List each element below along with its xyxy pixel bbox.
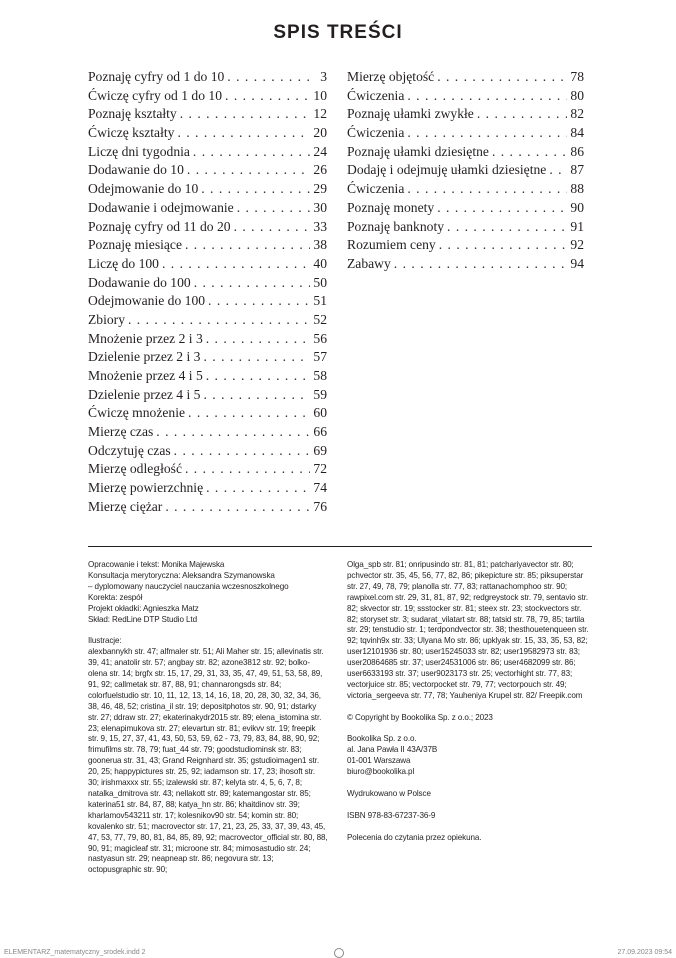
toc-leader-dots	[492, 144, 567, 160]
toc-leader-dots	[185, 461, 310, 477]
toc-leader-dots	[394, 256, 568, 272]
page-title: SPIS TREŚCI	[273, 22, 403, 43]
toc-entry	[347, 69, 584, 88]
toc-entry-title: Liczę dni tygodnia	[88, 143, 190, 159]
footer-filename: ELEMENTARZ_matematyczny_srodek.indd 2	[4, 949, 146, 956]
toc-leader-dots	[407, 125, 567, 141]
illustrations-heading: Ilustracje:	[88, 636, 122, 646]
toc-entry-page: 29	[313, 181, 327, 197]
isbn: ISBN 978-83-67237-36-9	[347, 810, 436, 820]
toc-entry-title: Poznaję cyfry od 11 do 20	[88, 218, 231, 234]
toc-leader-dots	[201, 181, 310, 197]
toc-leader-dots	[437, 200, 567, 216]
toc-leader-dots	[185, 237, 310, 253]
toc-leader-dots	[234, 219, 311, 235]
toc-entry-title: Mierzę objętość	[347, 69, 435, 84]
toc-entry	[88, 88, 327, 107]
toc-entry-title: Odejmowanie do 10	[88, 181, 199, 197]
toc-entry-page: 30	[313, 199, 327, 215]
toc-entry-title: Mierzę powierzchnię	[88, 480, 204, 496]
toc-entry	[88, 331, 327, 350]
toc-entry-title: Zbiory	[88, 311, 125, 327]
toc-entry-title: Poznaję ułamki zwykłe	[347, 106, 474, 122]
toc-leader-dots	[225, 88, 310, 104]
toc-entry-title: Liczę do 100	[88, 255, 159, 271]
registration-mark-icon	[334, 948, 344, 958]
toc-entry-page: 88	[570, 181, 584, 197]
toc-column-right	[347, 69, 584, 275]
publisher-street: al. Jana Pawła II 43A/37B	[347, 745, 438, 755]
toc-leader-dots	[206, 368, 311, 384]
toc-entry-page: 58	[313, 368, 327, 383]
toc-leader-dots	[180, 106, 311, 122]
toc-column-left	[88, 69, 327, 518]
toc-entry	[88, 312, 327, 331]
toc-entry	[88, 405, 327, 424]
publisher-city: 01-001 Warszawa	[347, 756, 411, 766]
toc-entry-title: Dodawanie do 100	[88, 274, 191, 290]
toc-entry-title: Poznaję ułamki dziesiętne	[347, 143, 489, 159]
toc-entry	[88, 424, 327, 443]
toc-entry-page: 59	[313, 386, 327, 402]
toc-leader-dots	[194, 275, 311, 291]
toc-leader-dots	[206, 331, 311, 347]
toc-entry-title: Odczytuję czas	[88, 442, 171, 458]
toc-entry	[88, 275, 327, 294]
toc-entry	[347, 237, 584, 256]
toc-entry-page: 20	[313, 125, 327, 141]
toc-entry	[88, 106, 327, 125]
toc-entry-page: 69	[313, 442, 327, 458]
toc-entry-title: Ćwiczę cyfry od 1 do 10	[88, 87, 223, 103]
toc-entry-page: 40	[313, 255, 327, 271]
print-footer	[0, 945, 676, 958]
credits-consultant: Konsultacja merytoryczna: Aleksandra Szymanowska	[88, 570, 275, 580]
toc-entry-page: 76	[313, 498, 327, 514]
toc-entry-page: 82	[570, 106, 584, 122]
toc-leader-dots	[437, 69, 567, 85]
toc-leader-dots	[203, 349, 310, 365]
toc-leader-dots	[208, 293, 310, 309]
toc-entry-page: 26	[313, 162, 327, 178]
toc-entry	[88, 368, 327, 387]
credits-proofreading: Korekta: zespół	[88, 592, 143, 602]
toc-entry	[88, 461, 327, 480]
toc-entry-page: 91	[570, 218, 584, 234]
toc-entry	[88, 387, 327, 406]
publisher-email: biuro@bookolika.pl	[347, 767, 415, 777]
toc-leader-dots	[156, 424, 310, 440]
credits-consultant-role: – dyplomowany nauczyciel nauczania wczesnoszkolnego	[88, 581, 289, 591]
toc-entry	[88, 125, 327, 144]
toc-entry	[88, 480, 327, 499]
copyright: © Copyright by Bookolika Sp. z o.o.; 2023	[347, 712, 493, 722]
toc-entry-page: 84	[570, 125, 584, 141]
toc-entry-title: Mierzę odległość	[88, 461, 182, 477]
toc-entry	[347, 181, 584, 200]
illustrations-list: alexbannykh str. 47; alfmaler str. 51; Ali Maher str. 15; allevinatis str. 39, 41; anatolir str. 57; angbay str. 82; azone3812 str. 92; bolko-olena str. 14; brgfx str. 15, 17, 29, 31, 33, 35, 47, 49, 51, 53, 58, 89, 91, 92; callmetak str. 87, 88, 91; channarongsds str. 84; colorfuelstudio str. 10, 11, 12, 13, 14, 16, 18, 20, 28, 30, 32, 34, 36, 38, 46, 48, 52; cristina_il str. 19; depositphotos str. 90, 91; dstarky str. 27; ddraw str. 27; ekaterinakydr2015 str. 89; elena_istomina str. 23; elenapimukova str. 27; elevartun str. 81; evikvv str. 19; freepik str. 9, 15, 27, 37, 41, 43, 50, 53, 59, 62 - 73, 79, 83, 84, 88, 90, 92; frimufilms str. 78, 79; fuat_44 str. 79; goodstudiominsk str. 83; goonerua str. 31, 43; Grand Reignhard str. 35; gstudioimagen1 str. 20, 25; happypictures str. 25, 92; iadamson str. 17, 23; ihosoft str. 30; irishmaxxx str. 55; izalewski str. 87; kelyta str. 4, 5, 6, 7, 8; natalka_dmitrova str. 43; nellakott str. 89; katemangostar str. 85; katerina51 str. 84, 87, 88; katya_hn str. 86; khaitdinov str. 39; kharlamov543211 str. 17; kolesnikov90 str. 54; komin str. 80; kovalenko str. 51; macrovector str. 17, 21, 23, 25, 33, 37, 39, 43, 45, 47, 53, 77, 79, 80, 81, 84, 85, 89, 92; macrovector_official str. 80, 88, 90, 91; magicleaf str. 31; microone str. 84; mimosastudio str. 24; nastyasun str. 29; neapneap str. 86; negovura str. 13; octopusgraphic str. 90;	[88, 647, 328, 875]
toc-entry-page: 66	[313, 424, 327, 440]
toc-entry-title: Ćwiczenia	[347, 87, 405, 103]
toc-entry	[88, 219, 327, 238]
toc-entry-title: Poznaję monety	[347, 199, 435, 215]
toc-entry-title: Ćwiczę mnożenie	[88, 405, 186, 421]
toc-leader-dots	[177, 125, 310, 141]
toc-leader-dots	[203, 387, 310, 403]
toc-leader-dots	[477, 106, 568, 122]
toc-leader-dots	[439, 237, 568, 253]
toc-entry	[347, 106, 584, 125]
toc-leader-dots	[227, 69, 312, 85]
toc-entry-page: 12	[313, 106, 327, 122]
toc-entry-title: Zabawy	[347, 255, 391, 271]
credits-column-left	[88, 560, 328, 876]
toc-entry-page: 50	[313, 274, 327, 290]
toc-leader-dots	[407, 181, 567, 197]
toc-entry	[88, 144, 327, 163]
toc-entry-page: 51	[313, 293, 327, 309]
credits-column-right	[347, 560, 592, 843]
toc-entry	[88, 200, 327, 219]
illustrations-list-continued: Olga_spb str. 81; onripusindo str. 81, 81; patchariyavector str. 80; pchvector str. 35, 45, 56, 77, 82, 86; pikepicture str. 85; piksuperstar str. 27, 49, 78, 79; planolla str. 77, 83; rattanachomphoo str. 90; rawpixel.com str. 29, 31, 81, 87, 92; redgreystock str. 79, sentavio str. 82; skvector str. 19; ssstocker str. 81; steex str. 23; stockvectors str. 82; storyset str. 3; sudarat_vilatart str. 88; tatsid str. 78, 79, 85; tartila str. 29; tenstudio str. 1; terdpondvector str. 38; thesthouetenqueen str. 92; tqvinh9x str. 33; Ulyana Mo str. 86; upklyak str. 15, 33, 35, 53, 82; user12101936 str. 80; user15245033 str. 82; user19582973 str. 83; user20864685 str. 37; user24531006 str. 86; user4682099 str. 86; user6633193 str. 37; user9023173 str. 25; vectorhight str. 77, 83; vectorjuice str. 85; vectorpocket str. 79, 77; vectorpouch str. 49; victoria_sergeeva str. 77, 78; Yauheniya Krupel str. 82/ Freepik.com	[347, 560, 589, 700]
toc-entry-title: Rozumiem ceny	[347, 237, 436, 253]
toc-leader-dots	[165, 499, 310, 515]
toc-entry-title: Dzielenie przez 4 i 5	[88, 386, 201, 402]
toc-entry	[88, 499, 327, 518]
toc-leader-dots	[206, 480, 310, 496]
toc-entry-page: 60	[313, 405, 327, 421]
toc-entry	[347, 256, 584, 275]
toc-leader-dots	[174, 443, 311, 459]
toc-leader-dots	[187, 162, 311, 178]
toc-entry	[88, 237, 327, 256]
toc-entry-page: 92	[570, 237, 584, 253]
toc-leader-dots	[193, 144, 310, 160]
toc-leader-dots	[162, 256, 310, 272]
toc-entry-title: Ćwiczę kształty	[88, 125, 175, 141]
toc-entry-title: Dodawanie i odejmowanie	[88, 199, 234, 215]
toc-entry	[347, 162, 584, 181]
credits-author: Opracowanie i tekst: Monika Majewska	[88, 560, 225, 569]
divider	[88, 546, 592, 547]
toc-entry-title: Mierzę ciężar	[88, 498, 163, 514]
toc-leader-dots	[237, 200, 311, 216]
toc-entry-title: Dzielenie przez 2 i 3	[88, 349, 201, 365]
toc-entry	[347, 88, 584, 107]
toc-entry-title: Poznaję miesiące	[88, 237, 182, 253]
toc-entry-title: Ćwiczenia	[347, 181, 405, 197]
toc-entry-title: Mnożenie przez 2 i 3	[88, 330, 203, 346]
toc-entry-title: Poznaję cyfry od 1 do 10	[88, 69, 225, 84]
toc-entry-title: Mnożenie przez 4 i 5	[88, 368, 203, 383]
toc-entry	[88, 349, 327, 368]
toc-leader-dots	[128, 312, 310, 328]
toc-entry	[88, 181, 327, 200]
toc-entry-page: 38	[313, 237, 327, 253]
toc-entry	[347, 125, 584, 144]
toc-entry-title: Mierzę czas	[88, 424, 154, 440]
toc-entry-page: 52	[313, 311, 327, 327]
toc-entry	[88, 443, 327, 462]
toc-entry-page: 78	[570, 69, 584, 84]
toc-entry-title: Dodawanie do 10	[88, 162, 184, 178]
credits-cover: Projekt okładki: Agnieszka Matz	[88, 603, 199, 613]
toc-entry-page: 10	[313, 87, 327, 103]
toc-leader-dots	[188, 405, 310, 421]
toc-entry	[88, 162, 327, 181]
toc-entry	[347, 200, 584, 219]
toc-entry-title: Poznaję kształty	[88, 106, 177, 122]
toc-entry-page: 57	[313, 349, 327, 365]
toc-leader-dots	[549, 162, 567, 178]
toc-entry	[347, 219, 584, 238]
credits-typesetting: Skład: RedLine DTP Studio Ltd	[88, 614, 197, 624]
toc-entry-page: 80	[570, 87, 584, 103]
toc-entry-page: 90	[570, 199, 584, 215]
recommendation: Polecenia do czytania przez opiekuna.	[347, 832, 482, 842]
toc-entry-page: 72	[313, 461, 327, 477]
footer-timestamp: 27.09.2023 09:54	[617, 949, 672, 956]
toc-entry-title: Dodaję i odejmuję ułamki dziesiętne	[347, 162, 547, 178]
toc-entry-page: 87	[570, 162, 584, 178]
toc-entry-page: 3	[320, 69, 327, 84]
toc-entry-title: Ćwiczenia	[347, 125, 405, 141]
toc-entry-page: 94	[570, 255, 584, 271]
toc-entry-title: Odejmowanie do 100	[88, 293, 206, 309]
toc-entry-page: 74	[313, 480, 327, 496]
toc-entry	[88, 256, 327, 275]
toc-entry-page: 24	[313, 143, 327, 159]
toc-leader-dots	[447, 219, 567, 235]
toc-entry	[88, 293, 327, 312]
toc-entry-title: Poznaję banknoty	[347, 218, 445, 234]
printed-in: Wydrukowano w Polsce	[347, 788, 431, 798]
toc-leader-dots	[407, 88, 567, 104]
publisher-name: Bookolika Sp. z o.o.	[347, 734, 417, 744]
toc-entry	[88, 69, 327, 88]
toc-entry-page: 33	[313, 218, 327, 234]
toc-entry	[347, 144, 584, 163]
toc-entry-page: 56	[313, 330, 327, 346]
toc-entry-page: 86	[570, 143, 584, 159]
